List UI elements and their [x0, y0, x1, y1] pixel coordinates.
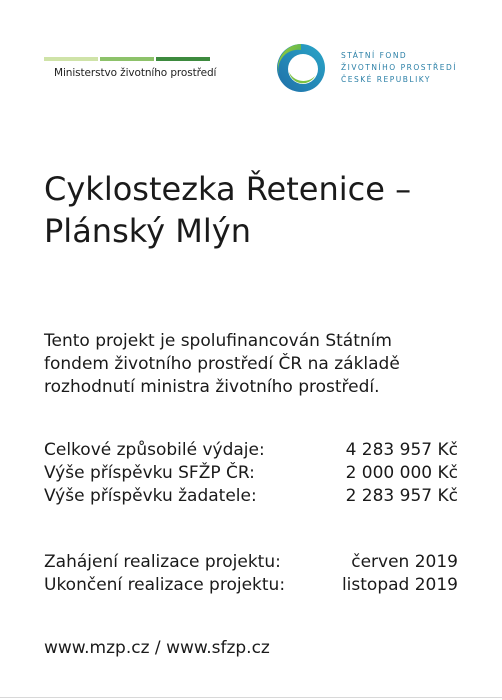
link-separator: /	[149, 638, 167, 658]
funding-statement-line: Tento projekt je spolufinancován Státním	[44, 331, 392, 351]
mzp-link[interactable]: www.mzp.cz	[44, 638, 150, 658]
financial-value: 2 000 000 Kč	[345, 463, 458, 483]
funding-statement-line: rozhodnutí ministra životního prostředí.	[44, 377, 380, 397]
ministry-logo	[44, 57, 217, 79]
project-title-line: Cyklostezka Řetenice –	[44, 170, 412, 208]
financial-value: 2 283 957 Kč	[345, 486, 458, 506]
financials-table	[44, 439, 458, 508]
web-links	[44, 637, 270, 660]
fund-circle-icon	[275, 42, 327, 94]
ministry-bars-icon	[44, 57, 210, 61]
fund-name-line: ŽIVOTNÍHO PROSTŘEDÍ	[341, 63, 457, 72]
financial-row	[44, 462, 458, 485]
financial-label: Výše příspěvku žadatele:	[44, 486, 257, 506]
schedule-row	[44, 551, 458, 574]
project-title-line: Plánský Mlýn	[44, 212, 251, 250]
schedule-label: Zahájení realizace projektu:	[44, 552, 281, 572]
funding-statement	[44, 330, 474, 399]
financial-row	[44, 485, 458, 508]
schedule-table	[44, 551, 458, 597]
financial-label: Výše příspěvku SFŽP ČR:	[44, 463, 255, 483]
fund-logo	[275, 42, 457, 94]
financial-value: 4 283 957 Kč	[345, 440, 458, 460]
financial-row	[44, 439, 458, 462]
sfzp-link[interactable]: www.sfzp.cz	[166, 638, 270, 658]
fund-name	[341, 50, 457, 86]
fund-name-line: STÁTNÍ FOND	[341, 51, 408, 60]
page-edge-line	[0, 697, 502, 698]
schedule-label: Ukončení realizace projektu:	[44, 575, 286, 595]
project-title	[44, 168, 474, 252]
ministry-bar-mid	[100, 57, 154, 61]
ministry-name: Ministerstvo životního prostředí	[54, 67, 217, 79]
fund-name-line: ČESKÉ REPUBLIKY	[341, 75, 432, 84]
financial-label: Celkové způsobilé výdaje:	[44, 440, 265, 460]
ministry-bar-light	[44, 57, 98, 61]
schedule-value: červen 2019	[351, 552, 458, 572]
funding-statement-line: fondem životního prostředí ČR na základě	[44, 354, 400, 374]
schedule-value: listopad 2019	[341, 575, 458, 595]
schedule-row	[44, 574, 458, 597]
ministry-bar-dark	[156, 57, 210, 61]
